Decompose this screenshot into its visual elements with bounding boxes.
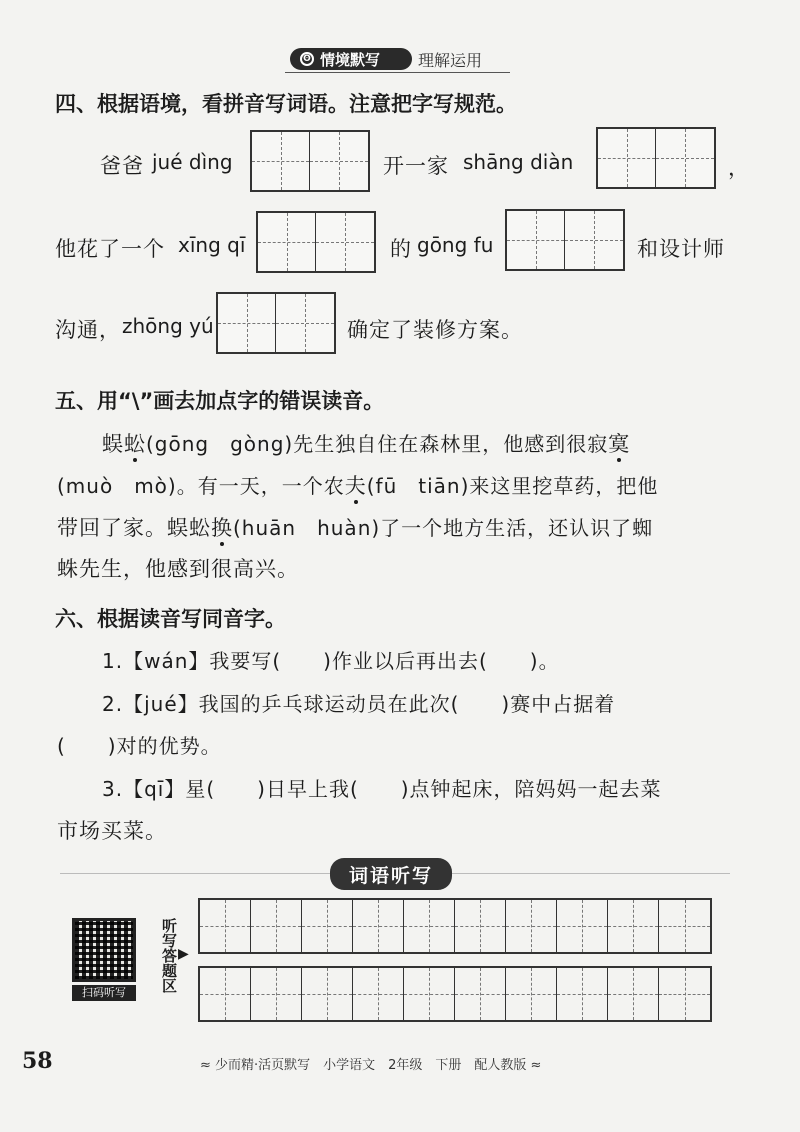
s4-pinyin-4: gōng fu [417, 233, 494, 257]
s5-dotted-char-4: 换 [211, 516, 233, 540]
answer-grid-1[interactable] [250, 130, 370, 192]
s5-para-line2 [57, 470, 658, 500]
s5-dotted-char-3: 夫 [344, 474, 367, 498]
s5-para-line4: 蛛先生，他感到很高兴。 [57, 557, 299, 581]
s4-line1-b: 开一家 [383, 154, 449, 178]
s5-text: 带回了家。蜈蚣 [57, 516, 211, 540]
s5-dotted-char-2: 寞 [608, 432, 631, 456]
s4-pinyin-3: xīng qī [178, 233, 246, 257]
s6-question-3-cont: 市场买菜。 [57, 819, 167, 843]
section-6-title: 六、根据读音写同音字。 [55, 607, 286, 631]
s6-question-2-cont[interactable]: ( )对的优势。 [57, 734, 222, 758]
answer-grid-2[interactable] [596, 127, 716, 189]
answer-grid-3[interactable] [256, 211, 376, 273]
s6-question-2[interactable]: 2.【jué】我国的乒乓球运动员在此次( )赛中占据着 [102, 692, 616, 716]
badge-icon: ʘ [300, 52, 314, 66]
section-5-title: 五、用“\”画去加点字的错误读音。 [55, 389, 385, 413]
footer-text: ≈ 少而精·活页默写 小学语文 2年级 下册 配人教版 ≈ [200, 1058, 542, 1073]
s5-dotted-char-1: 蚣 [124, 432, 146, 456]
s5-para-line3 [57, 512, 653, 542]
dictation-grid-row-1[interactable] [198, 898, 712, 954]
answer-grid-5[interactable] [216, 292, 336, 354]
s4-line2-a: 他花了一个 [55, 237, 165, 261]
s4-line3-a: 沟通， [55, 318, 121, 342]
s5-text: (gōng gòng)先生独自住在森林里，他感到很寂 [146, 432, 609, 456]
s4-line3-b: 确定了装修方案。 [347, 318, 523, 342]
s6-question-3[interactable]: 3.【qī】星( )日早上我( )点钟起床，陪妈妈一起去菜 [102, 777, 662, 801]
s5-text: (muò mò)。有一天，一个农 [57, 474, 345, 498]
s5-text: (fū tiān)来这里挖草药，把他 [366, 474, 659, 498]
qr-code-icon[interactable] [72, 918, 136, 982]
s4-line1-a: 爸爸 [100, 154, 144, 178]
arrow-right-icon: ▶ [178, 946, 189, 962]
header-divider [285, 72, 510, 73]
s5-text: 蜈 [102, 432, 124, 456]
answer-grid-4[interactable] [505, 209, 625, 271]
s4-line2-c: 和设计师 [637, 237, 725, 261]
s4-line2-b: 的 [390, 237, 412, 261]
s5-text: (huān huàn)了一个地方生活，还认识了蜘 [233, 516, 654, 540]
qr-label: 扫码听写 [72, 985, 136, 1001]
dictation-grid-row-2[interactable] [198, 966, 712, 1022]
side-label-text: 听写答题区 [160, 918, 178, 993]
s4-pinyin-5: zhōng yú [122, 314, 214, 338]
s4-pinyin-2: shāng diàn [463, 150, 574, 174]
s4-line1-c: ， [728, 156, 750, 180]
dictation-title: 词语听写 [330, 858, 452, 890]
page-number: 58 [22, 1048, 53, 1074]
section-4-title: 四、根据语境，看拼音写词语。注意把字写规范。 [55, 92, 517, 116]
s6-question-1[interactable]: 1.【wán】我要写( )作业以后再出去( )。 [102, 649, 560, 673]
s5-para-line1 [102, 428, 630, 458]
s4-pinyin-1: jué dìng [152, 150, 233, 174]
badge-subtitle: 理解运用 [418, 51, 483, 70]
section-badge [290, 48, 412, 70]
badge-label: 情境默写 [320, 50, 381, 69]
